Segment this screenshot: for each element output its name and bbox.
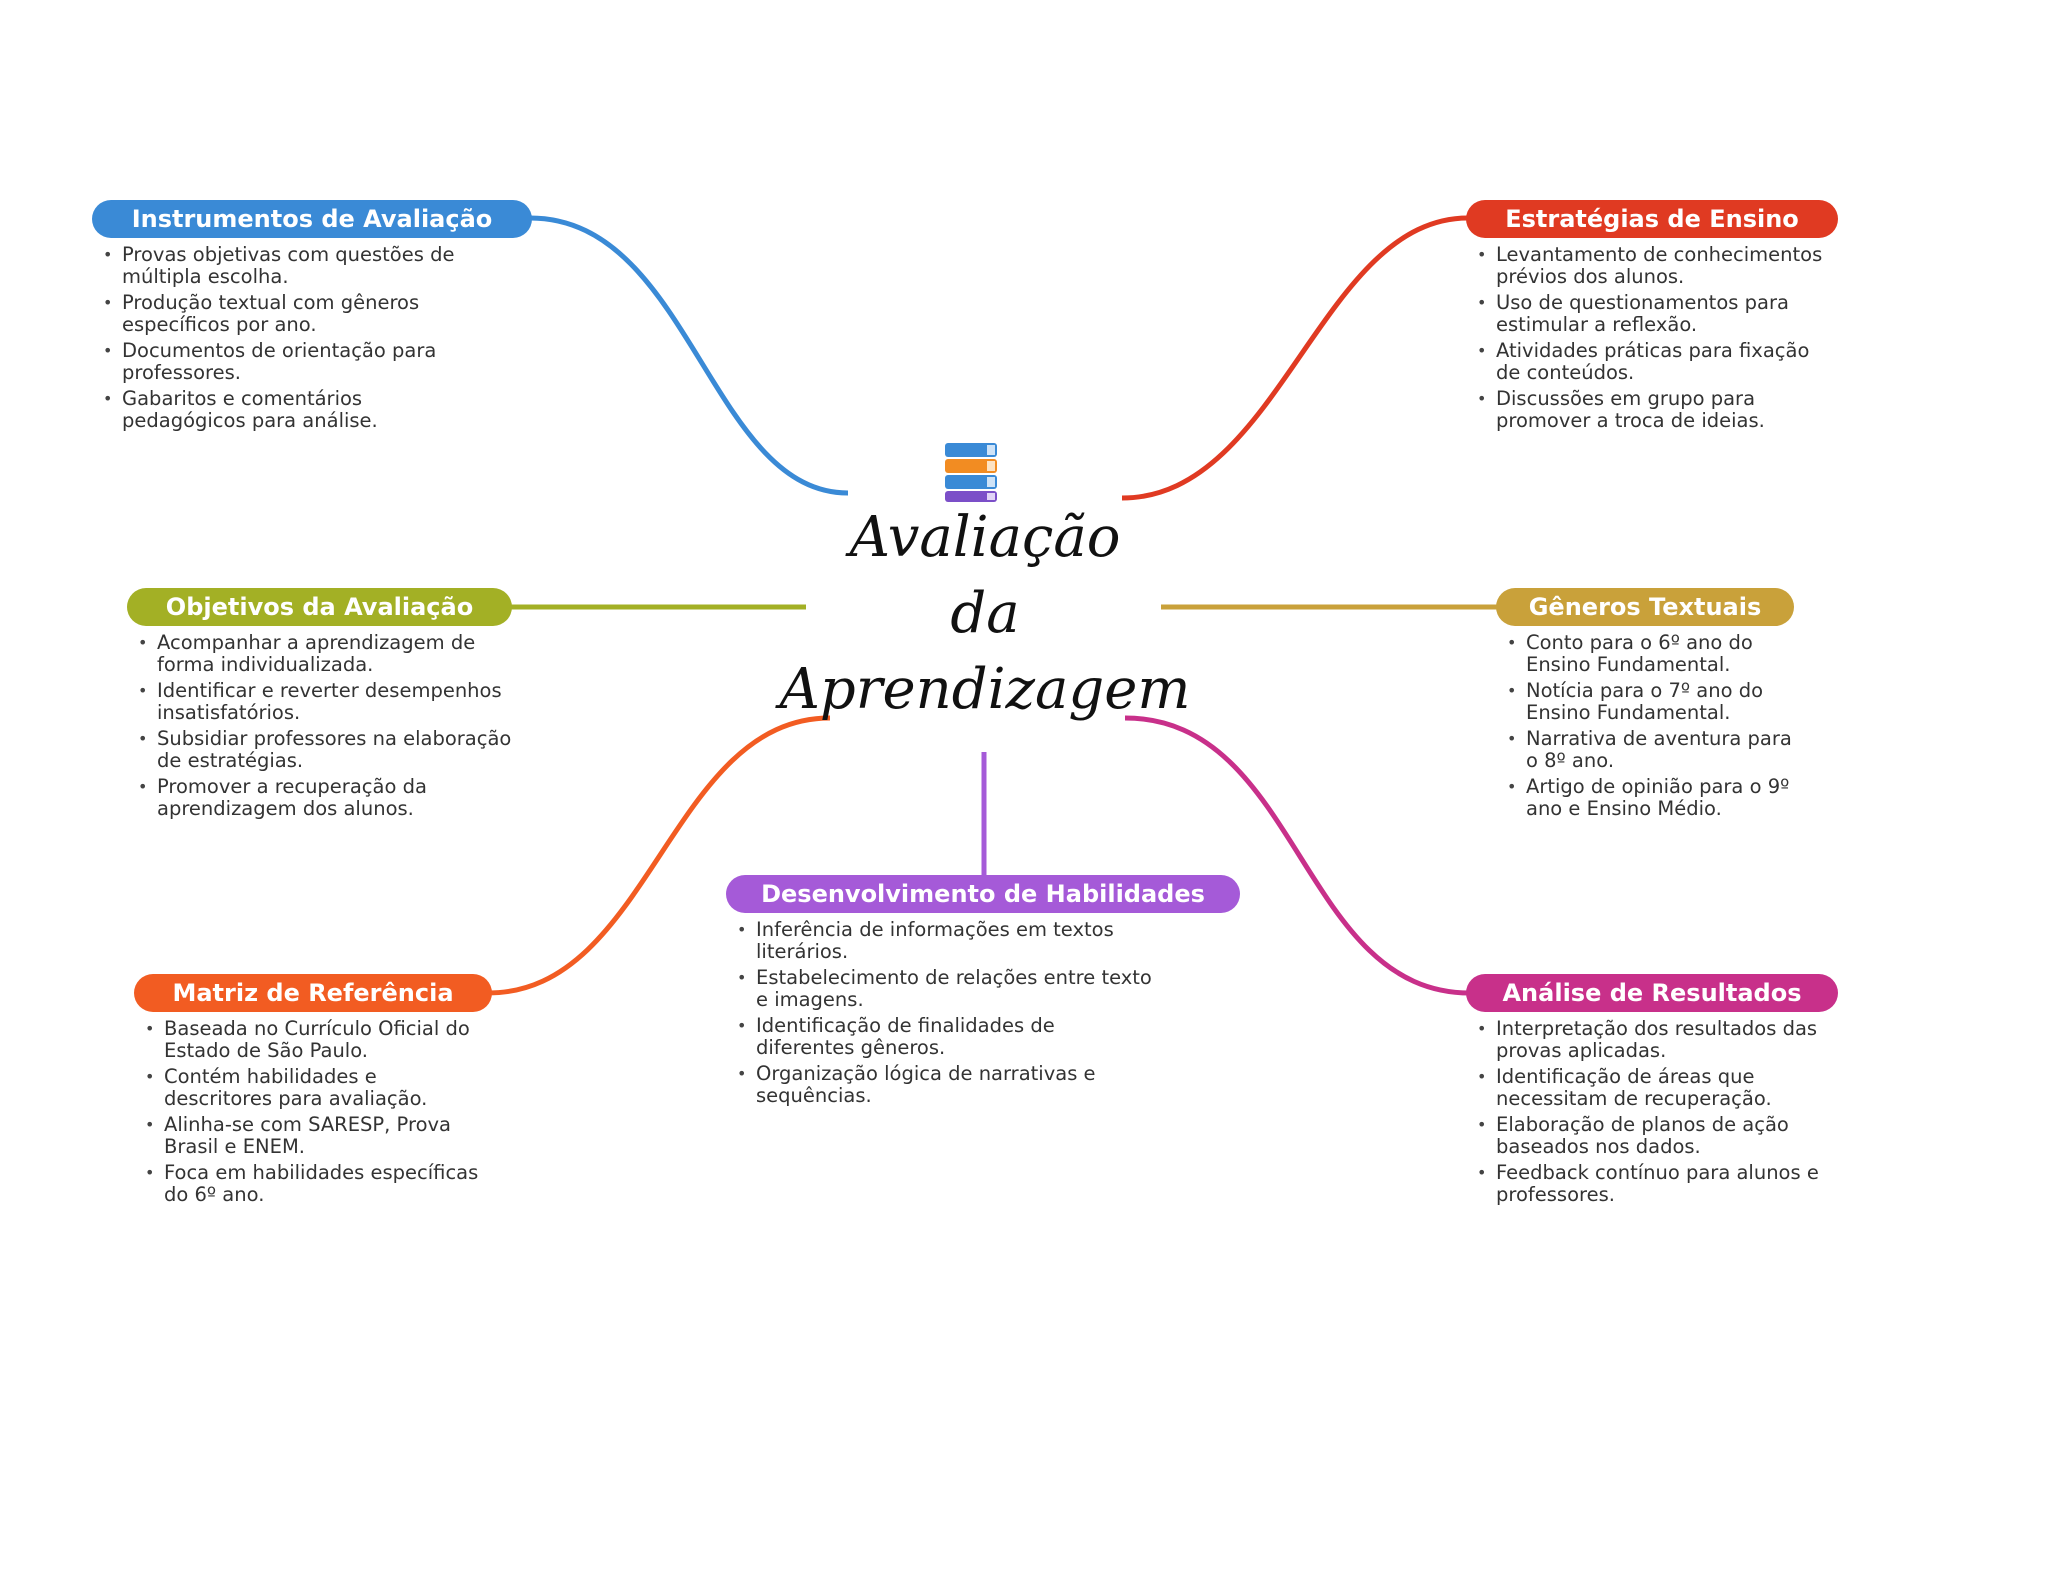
list-item: • Gabaritos e comentários pedagógicos para análise. xyxy=(98,388,478,432)
list-item: • Narrativa de aventura para o 8º ano. xyxy=(1502,728,1802,772)
list-item: • Produção textual com gêneros específicos por ano. xyxy=(98,292,478,336)
branch-matriz xyxy=(134,974,492,1210)
list-item: • Feedback contínuo para alunos e professores. xyxy=(1472,1162,1838,1206)
list-item: • Documentos de orientação para professores. xyxy=(98,340,478,384)
branch-generos xyxy=(1496,588,1794,824)
branch-title-habilidades: Desenvolvimento de Habilidades xyxy=(726,875,1240,913)
bullet-list-matriz xyxy=(140,1018,480,1206)
branch-objetivos xyxy=(127,588,512,824)
list-item: • Identificação de áreas que necessitam de recuperação. xyxy=(1472,1066,1838,1110)
list-item: • Foca em habilidades específicas do 6º ano. xyxy=(140,1162,480,1206)
branch-title-generos: Gêneros Textuais xyxy=(1496,588,1794,626)
bullet-list-instrumentos xyxy=(98,244,478,432)
list-item: • Notícia para o 7º ano do Ensino Fundamental. xyxy=(1502,680,1802,724)
list-item: • Alinha-se com SARESP, Prova Brasil e ENEM. xyxy=(140,1114,480,1158)
list-item: • Interpretação dos resultados das provas aplicadas. xyxy=(1472,1018,1838,1062)
list-item: • Provas objetivas com questões de múltipla escolha. xyxy=(98,244,478,288)
list-item: • Identificação de finalidades de diferentes gêneros. xyxy=(732,1015,1152,1059)
list-item: • Baseada no Currículo Oficial do Estado de São Paulo. xyxy=(140,1018,480,1062)
branch-habilidades xyxy=(726,875,1240,1111)
branch-instrumentos xyxy=(92,200,532,436)
branch-title-matriz: Matriz de Referência xyxy=(134,974,492,1012)
bullet-list-estrategias xyxy=(1472,244,1838,432)
bullet-list-habilidades xyxy=(732,919,1152,1107)
list-item: • Conto para o 6º ano do Ensino Fundamental. xyxy=(1502,632,1802,676)
list-item: • Subsidiar professores na elaboração de estratégias. xyxy=(133,728,513,772)
list-item: • Identificar e reverter desempenhos insatisfatórios. xyxy=(133,680,513,724)
list-item: • Acompanhar a aprendizagem de forma individualizada. xyxy=(133,632,513,676)
central-topic-line-1: Avaliação xyxy=(849,505,1121,570)
bullet-list-generos xyxy=(1502,632,1802,820)
list-item: • Estabelecimento de relações entre texto e imagens. xyxy=(732,967,1152,1011)
branch-title-instrumentos: Instrumentos de Avaliação xyxy=(92,200,532,238)
list-item: • Artigo de opinião para o 9º ano e Ensino Médio. xyxy=(1502,776,1802,820)
branch-title-analise: Análise de Resultados xyxy=(1466,974,1838,1012)
list-item: • Uso de questionamentos para estimular a reflexão. xyxy=(1472,292,1838,336)
list-item: • Promover a recuperação da aprendizagem dos alunos. xyxy=(133,776,513,820)
list-item: • Atividades práticas para fixação de conteúdos. xyxy=(1472,340,1838,384)
list-item: • Elaboração de planos de ação baseados nos dados. xyxy=(1472,1114,1838,1158)
connector-instrumentos xyxy=(530,218,848,493)
list-item: • Contém habilidades e descritores para avaliação. xyxy=(140,1066,480,1110)
branch-analise xyxy=(1466,974,1838,1210)
list-item: • Levantamento de conhecimentos prévios dos alunos. xyxy=(1472,244,1838,288)
bullet-list-analise xyxy=(1472,1018,1838,1206)
list-item: • Organização lógica de narrativas e sequências. xyxy=(732,1063,1152,1107)
branch-title-objetivos: Objetivos da Avaliação xyxy=(127,588,512,626)
central-topic-line-3: Aprendizagem xyxy=(779,657,1191,722)
branch-title-estrategias: Estratégias de Ensino xyxy=(1466,200,1838,238)
central-topic xyxy=(775,500,1195,728)
branch-estrategias xyxy=(1466,200,1838,436)
bullet-list-objetivos xyxy=(133,632,513,820)
list-item: • Inferência de informações em textos literários. xyxy=(732,919,1152,963)
central-topic-line-2: da xyxy=(950,581,1020,646)
list-item: • Discussões em grupo para promover a troca de ideias. xyxy=(1472,388,1838,432)
books-icon xyxy=(943,441,1001,503)
connector-estrategias xyxy=(1122,218,1468,498)
